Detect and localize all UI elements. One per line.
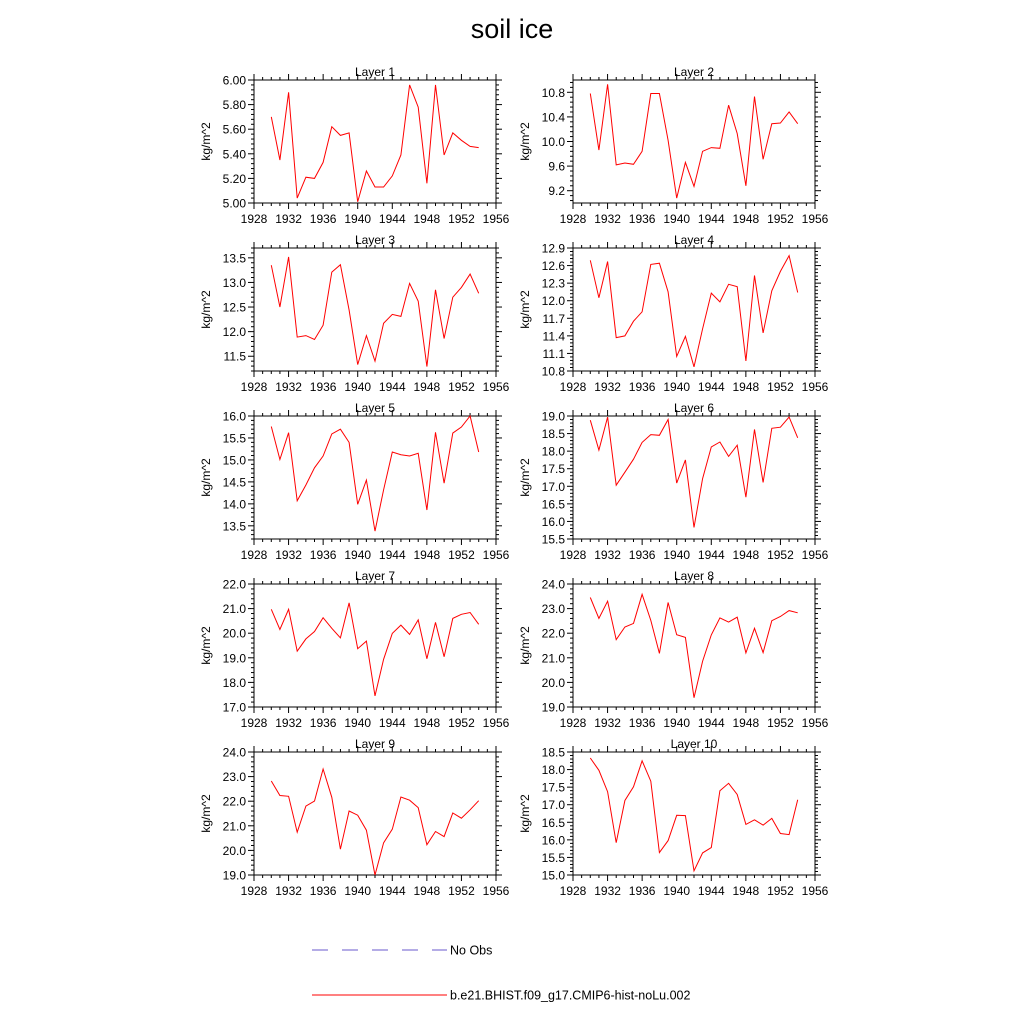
y-tick-label: 18.0: [541, 444, 565, 459]
x-tick-label: 1956: [801, 716, 829, 730]
x-tick-label: 1932: [594, 716, 621, 730]
x-tick-label: 1936: [628, 548, 656, 562]
legend-model-label: b.e21.BHIST.f09_g17.CMIP6-hist-noLu.002: [450, 988, 691, 1003]
y-axis-label: kg/m^2: [199, 290, 213, 329]
panel-10: [518, 737, 829, 898]
y-tick-label: 5.60: [222, 122, 246, 137]
x-tick-label: 1936: [309, 548, 337, 562]
figure-title: soil ice: [470, 14, 554, 44]
x-tick-label: 1936: [628, 884, 656, 898]
x-tick-label: 1928: [240, 212, 268, 226]
y-axis-label: kg/m^2: [518, 626, 532, 665]
x-tick-label: 1932: [594, 212, 621, 226]
x-tick-label: 1928: [240, 716, 268, 730]
x-tick-label: 1944: [697, 548, 725, 562]
x-tick-label: 1948: [732, 716, 760, 730]
y-tick-label: 12.6: [541, 259, 565, 274]
x-tick-label: 1944: [697, 884, 725, 898]
plot-frame: [573, 752, 815, 875]
y-tick-label: 14.0: [222, 497, 246, 512]
x-tick-label: 1948: [732, 380, 760, 394]
plot-frame: [254, 584, 496, 707]
x-tick-label: 1932: [275, 884, 302, 898]
x-tick-label: 1944: [378, 884, 406, 898]
x-tick-label: 1948: [413, 548, 441, 562]
y-tick-label: 10.8: [541, 85, 565, 100]
y-tick-label: 14.5: [222, 475, 246, 490]
y-tick-label: 15.0: [222, 453, 246, 468]
y-axis-label: kg/m^2: [518, 458, 532, 497]
panel-7: [199, 569, 510, 730]
series-line: [271, 769, 478, 875]
panel-title: Layer 10: [670, 737, 718, 751]
y-tick-label: 22.0: [222, 794, 246, 809]
y-tick-label: 10.0: [541, 135, 565, 149]
y-tick-label: 19.0: [222, 868, 246, 883]
y-tick-label: 5.00: [222, 196, 246, 211]
x-tick-label: 1936: [309, 716, 337, 730]
y-tick-label: 10.8: [541, 364, 565, 379]
x-tick-label: 1928: [240, 548, 268, 562]
x-tick-label: 1928: [240, 380, 268, 394]
x-tick-label: 1952: [767, 380, 794, 394]
y-axis-label: kg/m^2: [199, 458, 213, 497]
plot-frame: [573, 248, 815, 371]
y-tick-label: 22.0: [222, 577, 246, 592]
y-tick-label: 6.00: [222, 73, 246, 88]
plot-frame: [254, 416, 496, 539]
y-tick-label: 18.5: [541, 745, 565, 760]
x-tick-label: 1940: [663, 884, 691, 898]
y-tick-label: 16.0: [541, 833, 565, 848]
y-tick-label: 10.4: [541, 110, 565, 125]
x-tick-label: 1952: [767, 884, 794, 898]
x-tick-label: 1936: [309, 212, 337, 226]
y-tick-label: 18.0: [222, 675, 246, 690]
plot-frame: [254, 80, 496, 203]
x-tick-label: 1952: [767, 212, 794, 226]
y-tick-label: 5.80: [222, 98, 246, 113]
x-tick-label: 1940: [663, 716, 691, 730]
y-axis-label: kg/m^2: [518, 290, 532, 329]
x-tick-label: 1948: [732, 884, 760, 898]
y-tick-label: 17.0: [541, 798, 565, 813]
panel-3: [199, 233, 510, 394]
y-tick-label: 17.5: [541, 462, 565, 477]
x-tick-label: 1940: [344, 212, 372, 226]
y-tick-label: 20.0: [541, 675, 565, 690]
x-tick-label: 1928: [559, 548, 587, 562]
x-tick-label: 1936: [628, 212, 656, 226]
y-tick-label: 16.0: [541, 514, 565, 529]
y-tick-label: 11.7: [542, 311, 565, 326]
plot-frame: [254, 248, 496, 371]
x-tick-label: 1928: [559, 884, 587, 898]
y-tick-label: 15.0: [541, 868, 565, 883]
x-tick-label: 1928: [559, 380, 587, 394]
y-tick-label: 21.0: [222, 819, 246, 834]
panel-title: Layer 1: [354, 65, 396, 79]
y-axis-label: kg/m^2: [199, 626, 213, 665]
panel-6: [518, 401, 829, 562]
x-tick-label: 1944: [697, 380, 725, 394]
y-tick-label: 12.9: [541, 241, 565, 256]
x-tick-label: 1952: [448, 380, 475, 394]
series-line: [590, 256, 797, 367]
panel-2: [518, 65, 829, 226]
panel-title: Layer 3: [354, 233, 396, 247]
y-tick-label: 11.5: [223, 349, 246, 364]
x-tick-label: 1936: [628, 716, 656, 730]
plot-frame: [254, 752, 496, 875]
y-tick-label: 18.5: [541, 427, 565, 442]
x-tick-label: 1956: [801, 212, 829, 226]
x-tick-label: 1932: [275, 380, 302, 394]
x-tick-label: 1932: [594, 380, 621, 394]
y-tick-label: 19.0: [541, 409, 565, 424]
panel-title: Layer 6: [673, 401, 715, 415]
x-tick-label: 1940: [344, 716, 372, 730]
panel-title: Layer 2: [673, 65, 715, 79]
x-tick-label: 1948: [413, 884, 441, 898]
x-tick-label: 1956: [482, 884, 510, 898]
y-tick-label: 17.0: [222, 700, 246, 715]
x-tick-label: 1936: [309, 884, 337, 898]
x-tick-label: 1940: [663, 548, 691, 562]
panel-8: [518, 569, 829, 730]
y-tick-label: 13.5: [222, 251, 246, 266]
x-tick-label: 1956: [482, 716, 510, 730]
y-tick-label: 16.5: [541, 815, 565, 830]
y-tick-label: 11.4: [542, 329, 565, 344]
panel-1: [199, 65, 510, 226]
y-tick-label: 15.5: [222, 431, 246, 446]
x-tick-label: 1936: [309, 380, 337, 394]
x-tick-label: 1932: [594, 548, 621, 562]
x-tick-label: 1952: [448, 212, 475, 226]
y-axis-label: kg/m^2: [199, 122, 213, 161]
y-tick-label: 21.0: [541, 651, 565, 666]
y-tick-label: 17.5: [541, 780, 565, 795]
x-tick-label: 1928: [240, 884, 268, 898]
y-tick-label: 9.6: [548, 159, 565, 174]
plot-frame: [573, 584, 815, 707]
y-tick-label: 16.0: [222, 409, 246, 424]
y-tick-label: 13.0: [222, 275, 246, 290]
y-tick-label: 23.0: [222, 770, 246, 785]
x-tick-label: 1948: [732, 548, 760, 562]
series-line: [271, 416, 478, 531]
x-tick-label: 1944: [378, 212, 406, 226]
x-tick-label: 1956: [482, 212, 510, 226]
x-tick-label: 1944: [378, 716, 406, 730]
legend-obs-label: No Obs: [450, 943, 493, 958]
y-tick-label: 15.5: [541, 850, 565, 865]
x-tick-label: 1952: [767, 716, 794, 730]
panel-5: [199, 401, 510, 562]
y-tick-label: 23.0: [541, 602, 565, 617]
x-tick-label: 1952: [448, 884, 475, 898]
series-line: [590, 758, 797, 871]
y-tick-label: 16.5: [541, 497, 565, 512]
y-axis-label: kg/m^2: [518, 794, 532, 833]
y-tick-label: 18.0: [541, 763, 565, 778]
y-tick-label: 12.3: [541, 276, 565, 291]
y-tick-label: 19.0: [541, 700, 565, 715]
y-tick-label: 19.0: [222, 651, 246, 666]
panel-title: Layer 5: [354, 401, 396, 415]
x-tick-label: 1940: [344, 884, 372, 898]
series-line: [590, 84, 797, 198]
panel-title: Layer 9: [354, 737, 396, 751]
y-tick-label: 17.0: [541, 479, 565, 494]
x-tick-label: 1956: [801, 548, 829, 562]
y-tick-label: 22.0: [541, 626, 565, 641]
panel-title: Layer 4: [673, 233, 715, 247]
series-line: [271, 257, 478, 367]
x-tick-label: 1932: [275, 716, 302, 730]
panel-title: Layer 8: [673, 569, 715, 583]
y-tick-label: 20.0: [222, 626, 246, 641]
x-tick-label: 1956: [482, 380, 510, 394]
x-tick-label: 1948: [732, 212, 760, 226]
panel-title: Layer 7: [354, 569, 396, 583]
x-tick-label: 1944: [697, 716, 725, 730]
y-tick-label: 21.0: [222, 602, 246, 617]
x-tick-label: 1956: [801, 380, 829, 394]
y-tick-label: 5.40: [222, 147, 246, 162]
y-tick-label: 13.5: [222, 519, 246, 534]
series-line: [590, 417, 797, 527]
x-tick-label: 1936: [628, 380, 656, 394]
y-tick-label: 11.1: [542, 346, 565, 361]
panel-9: [199, 737, 510, 898]
y-tick-label: 5.20: [222, 171, 246, 186]
series-line: [271, 85, 478, 202]
x-tick-label: 1928: [559, 716, 587, 730]
x-tick-label: 1940: [663, 212, 691, 226]
y-tick-label: 12.5: [222, 300, 246, 315]
x-tick-label: 1956: [482, 548, 510, 562]
x-tick-label: 1940: [663, 380, 691, 394]
x-tick-label: 1944: [697, 212, 725, 226]
x-tick-label: 1952: [767, 548, 794, 562]
y-axis-label: kg/m^2: [199, 794, 213, 833]
y-tick-label: 9.2: [548, 184, 565, 199]
panel-4: [518, 233, 829, 394]
y-tick-label: 20.0: [222, 843, 246, 858]
y-tick-label: 15.5: [541, 532, 565, 547]
y-axis-label: kg/m^2: [518, 122, 532, 161]
x-tick-label: 1948: [413, 212, 441, 226]
series-line: [271, 603, 478, 696]
x-tick-label: 1948: [413, 380, 441, 394]
x-tick-label: 1928: [559, 212, 587, 226]
x-tick-label: 1940: [344, 548, 372, 562]
x-tick-label: 1952: [448, 548, 475, 562]
x-tick-label: 1932: [275, 212, 302, 226]
y-tick-label: 24.0: [541, 577, 565, 592]
y-tick-label: 12.0: [222, 325, 246, 340]
x-tick-label: 1952: [448, 716, 475, 730]
x-tick-label: 1944: [378, 548, 406, 562]
x-tick-label: 1948: [413, 716, 441, 730]
y-tick-label: 12.0: [541, 294, 565, 309]
x-tick-label: 1944: [378, 380, 406, 394]
x-tick-label: 1932: [275, 548, 302, 562]
series-line: [590, 594, 797, 697]
x-tick-label: 1956: [801, 884, 829, 898]
x-tick-label: 1940: [344, 380, 372, 394]
x-tick-label: 1932: [594, 884, 621, 898]
y-tick-label: 24.0: [222, 745, 246, 760]
